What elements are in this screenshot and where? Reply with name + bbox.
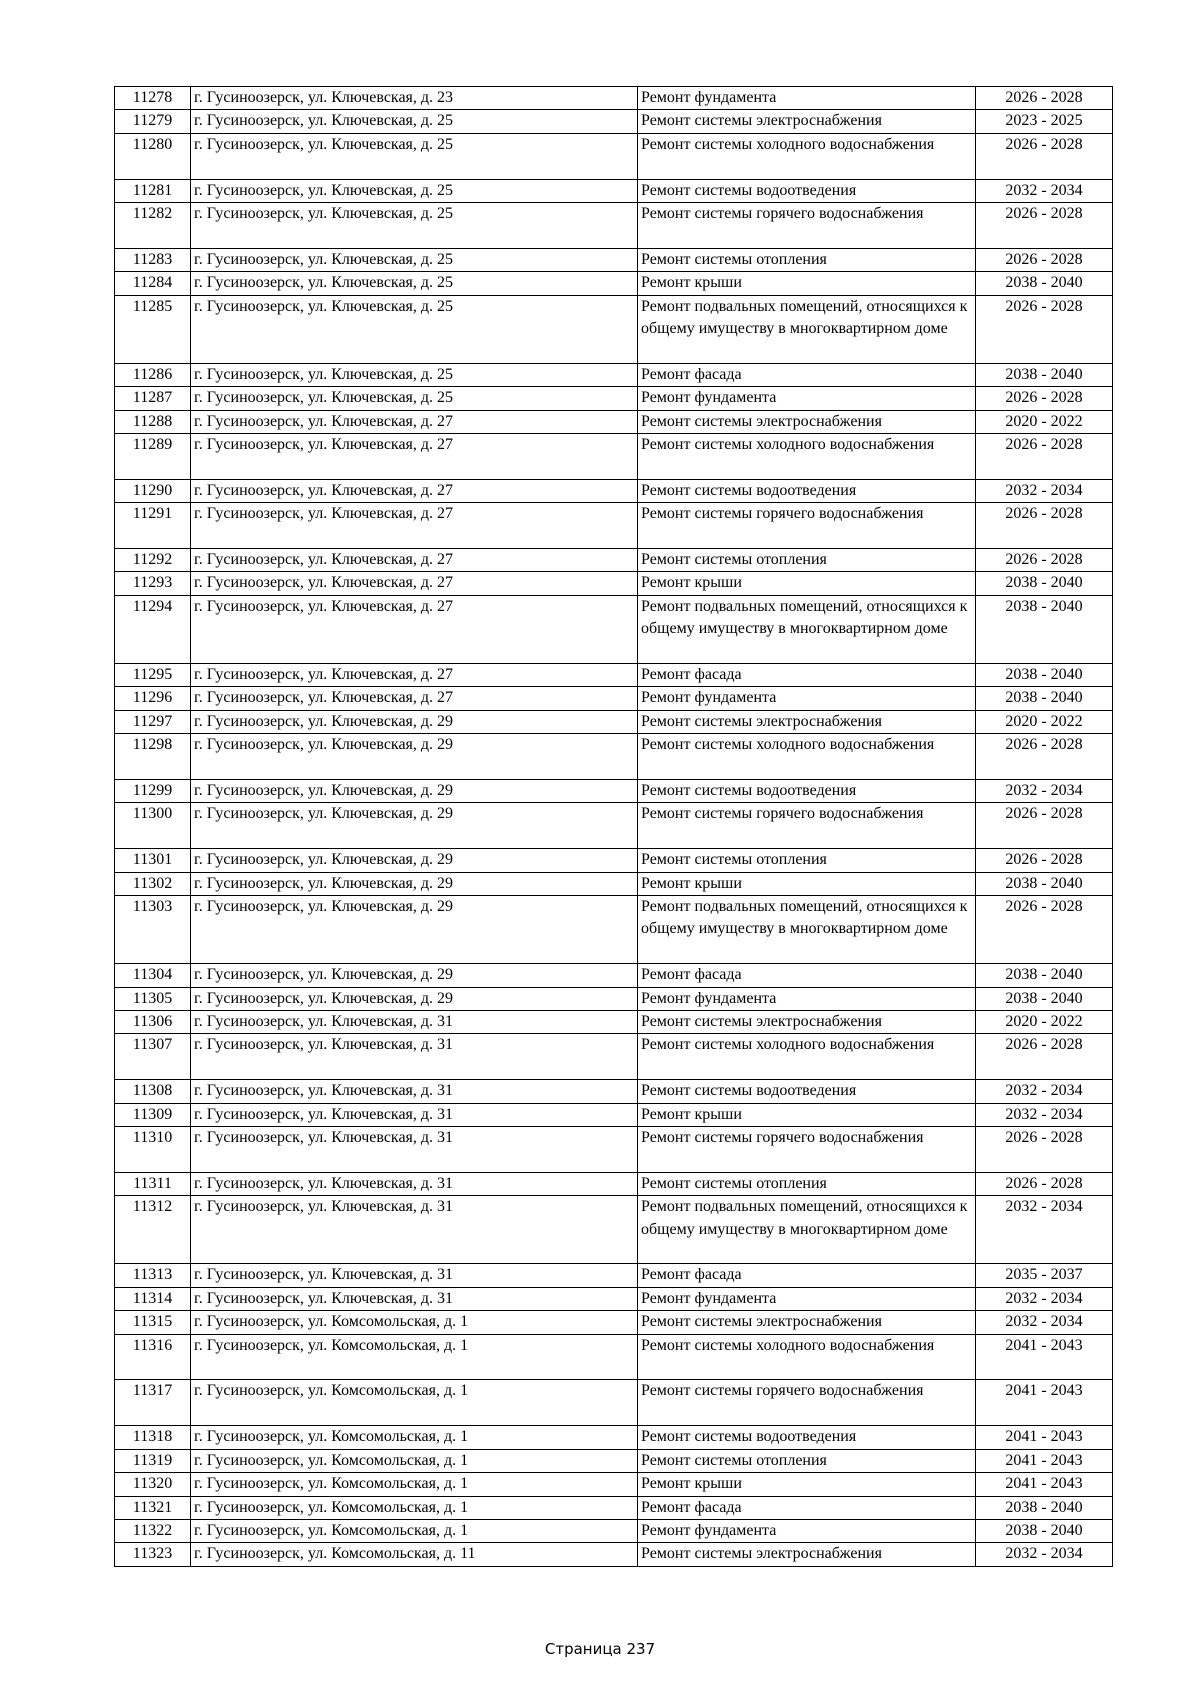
- row-number: 11305: [115, 987, 191, 1010]
- table-row: [115, 1426, 1113, 1449]
- table-row: [115, 664, 1113, 687]
- table-row: [115, 503, 1113, 549]
- row-work-type: Ремонт крыши: [638, 572, 976, 595]
- row-address: г. Гусиноозерск, ул. Ключевская, д. 25: [191, 203, 638, 249]
- row-address: г. Гусиноозерск, ул. Ключевская, д. 31: [191, 1011, 638, 1034]
- row-number: 11318: [115, 1426, 191, 1449]
- row-period: 2026 - 2028: [976, 87, 1113, 110]
- row-work-type: Ремонт системы холодного водоснабжения: [638, 1034, 976, 1080]
- row-address: г. Гусиноозерск, ул. Ключевская, д. 31: [191, 1196, 638, 1264]
- row-address: г. Гусиноозерск, ул. Ключевская, д. 27: [191, 664, 638, 687]
- table-row: [115, 1380, 1113, 1426]
- row-work-type: Ремонт фундамента: [638, 1287, 976, 1310]
- row-period: 2026 - 2028: [976, 503, 1113, 549]
- row-number: 11285: [115, 295, 191, 363]
- row-number: 11281: [115, 179, 191, 202]
- row-period: 2026 - 2028: [976, 896, 1113, 964]
- row-address: г. Гусиноозерск, ул. Ключевская, д. 27: [191, 410, 638, 433]
- table-row: [115, 248, 1113, 271]
- row-period: 2026 - 2028: [976, 1127, 1113, 1173]
- row-work-type: Ремонт системы электроснабжения: [638, 1011, 976, 1034]
- row-work-type: Ремонт фасада: [638, 1496, 976, 1519]
- row-address: г. Гусиноозерск, ул. Ключевская, д. 29: [191, 803, 638, 849]
- row-work-type: Ремонт крыши: [638, 1473, 976, 1496]
- table-row: [115, 987, 1113, 1010]
- row-address: г. Гусиноозерск, ул. Ключевская, д. 29: [191, 780, 638, 803]
- row-number: 11306: [115, 1011, 191, 1034]
- table-row: [115, 1127, 1113, 1173]
- row-number: 11319: [115, 1449, 191, 1472]
- row-period: 2038 - 2040: [976, 272, 1113, 295]
- row-number: 11286: [115, 363, 191, 386]
- table-body: [115, 87, 1113, 1567]
- row-number: 11308: [115, 1080, 191, 1103]
- row-period: 2026 - 2028: [976, 203, 1113, 249]
- row-work-type: Ремонт системы водоотведения: [638, 479, 976, 502]
- row-period: 2038 - 2040: [976, 363, 1113, 386]
- row-work-type: Ремонт системы отопления: [638, 849, 976, 872]
- row-address: г. Гусиноозерск, ул. Комсомольская, д. 1: [191, 1334, 638, 1380]
- row-period: 2026 - 2028: [976, 1172, 1113, 1195]
- row-number: 11302: [115, 872, 191, 895]
- row-period: 2038 - 2040: [976, 687, 1113, 710]
- row-work-type: Ремонт фасада: [638, 363, 976, 386]
- row-work-type: Ремонт фундамента: [638, 87, 976, 110]
- row-number: 11316: [115, 1334, 191, 1380]
- row-number: 11288: [115, 410, 191, 433]
- row-period: 2020 - 2022: [976, 1011, 1113, 1034]
- row-number: 11299: [115, 780, 191, 803]
- row-address: г. Гусиноозерск, ул. Комсомольская, д. 1: [191, 1426, 638, 1449]
- row-address: г. Гусиноозерск, ул. Комсомольская, д. 1: [191, 1449, 638, 1472]
- table-row: [115, 410, 1113, 433]
- row-period: 2038 - 2040: [976, 595, 1113, 663]
- row-period: 2026 - 2028: [976, 387, 1113, 410]
- row-work-type: Ремонт системы горячего водоснабжения: [638, 803, 976, 849]
- table-row: [115, 133, 1113, 179]
- row-period: 2032 - 2034: [976, 1311, 1113, 1334]
- row-work-type: Ремонт фасада: [638, 664, 976, 687]
- row-work-type: Ремонт системы электроснабжения: [638, 1543, 976, 1566]
- table-row: [115, 110, 1113, 133]
- row-address: г. Гусиноозерск, ул. Ключевская, д. 29: [191, 710, 638, 733]
- row-period: 2026 - 2028: [976, 849, 1113, 872]
- row-work-type: Ремонт подвальных помещений, относящихся к общему имуществу в многоквартирном доме: [638, 896, 976, 964]
- table-row: [115, 1496, 1113, 1519]
- row-address: г. Гусиноозерск, ул. Комсомольская, д. 1: [191, 1496, 638, 1519]
- row-address: г. Гусиноозерск, ул. Ключевская, д. 29: [191, 896, 638, 964]
- row-address: г. Гусиноозерск, ул. Ключевская, д. 31: [191, 1264, 638, 1287]
- table-row: [115, 434, 1113, 480]
- row-work-type: Ремонт фасада: [638, 1264, 976, 1287]
- row-work-type: Ремонт системы холодного водоснабжения: [638, 133, 976, 179]
- table-row: [115, 1103, 1113, 1126]
- row-period: 2038 - 2040: [976, 1519, 1113, 1542]
- table-row: [115, 1287, 1113, 1310]
- row-address: г. Гусиноозерск, ул. Ключевская, д. 27: [191, 572, 638, 595]
- row-number: 11320: [115, 1473, 191, 1496]
- row-period: 2026 - 2028: [976, 1034, 1113, 1080]
- table-row: [115, 710, 1113, 733]
- table-row: [115, 572, 1113, 595]
- row-number: 11317: [115, 1380, 191, 1426]
- row-period: 2032 - 2034: [976, 1080, 1113, 1103]
- repair-schedule-table: [114, 86, 1113, 1567]
- row-period: 2032 - 2034: [976, 1196, 1113, 1264]
- row-address: г. Гусиноозерск, ул. Ключевская, д. 27: [191, 595, 638, 663]
- row-address: г. Гусиноозерск, ул. Ключевская, д. 27: [191, 503, 638, 549]
- row-work-type: Ремонт фундамента: [638, 987, 976, 1010]
- row-work-type: Ремонт системы отопления: [638, 549, 976, 572]
- row-number: 11293: [115, 572, 191, 595]
- row-work-type: Ремонт системы водоотведения: [638, 1426, 976, 1449]
- row-address: г. Гусиноозерск, ул. Ключевская, д. 29: [191, 849, 638, 872]
- row-number: 11310: [115, 1127, 191, 1173]
- table-row: [115, 1519, 1113, 1542]
- row-work-type: Ремонт системы электроснабжения: [638, 110, 976, 133]
- row-number: 11312: [115, 1196, 191, 1264]
- row-work-type: Ремонт подвальных помещений, относящихся к общему имуществу в многоквартирном доме: [638, 1196, 976, 1264]
- row-address: г. Гусиноозерск, ул. Ключевская, д. 27: [191, 479, 638, 502]
- row-number: 11295: [115, 664, 191, 687]
- row-work-type: Ремонт подвальных помещений, относящихся к общему имуществу в многоквартирном доме: [638, 595, 976, 663]
- row-address: г. Гусиноозерск, ул. Ключевская, д. 25: [191, 295, 638, 363]
- row-work-type: Ремонт системы холодного водоснабжения: [638, 734, 976, 780]
- table-row: [115, 363, 1113, 386]
- row-work-type: Ремонт крыши: [638, 272, 976, 295]
- table-row: [115, 1543, 1113, 1566]
- row-address: г. Гусиноозерск, ул. Ключевская, д. 29: [191, 964, 638, 987]
- row-address: г. Гусиноозерск, ул. Ключевская, д. 31: [191, 1103, 638, 1126]
- row-number: 11307: [115, 1034, 191, 1080]
- table-row: [115, 1449, 1113, 1472]
- row-address: г. Гусиноозерск, ул. Ключевская, д. 31: [191, 1127, 638, 1173]
- table-row: [115, 734, 1113, 780]
- row-period: 2041 - 2043: [976, 1473, 1113, 1496]
- row-period: 2038 - 2040: [976, 872, 1113, 895]
- row-period: 2041 - 2043: [976, 1334, 1113, 1380]
- row-work-type: Ремонт системы водоотведения: [638, 1080, 976, 1103]
- row-address: г. Гусиноозерск, ул. Ключевская, д. 29: [191, 872, 638, 895]
- row-address: г. Гусиноозерск, ул. Ключевская, д. 25: [191, 387, 638, 410]
- row-period: 2041 - 2043: [976, 1380, 1113, 1426]
- row-address: г. Гусиноозерск, ул. Ключевская, д. 25: [191, 179, 638, 202]
- table-row: [115, 272, 1113, 295]
- row-work-type: Ремонт системы горячего водоснабжения: [638, 503, 976, 549]
- row-number: 11280: [115, 133, 191, 179]
- row-address: г. Гусиноозерск, ул. Ключевская, д. 29: [191, 734, 638, 780]
- row-period: 2038 - 2040: [976, 664, 1113, 687]
- row-address: г. Гусиноозерск, ул. Ключевская, д. 25: [191, 110, 638, 133]
- table-row: [115, 1334, 1113, 1380]
- row-period: 2035 - 2037: [976, 1264, 1113, 1287]
- row-period: 2041 - 2043: [976, 1449, 1113, 1472]
- row-number: 11321: [115, 1496, 191, 1519]
- table-row: [115, 1196, 1113, 1264]
- row-number: 11297: [115, 710, 191, 733]
- row-number: 11323: [115, 1543, 191, 1566]
- row-period: 2038 - 2040: [976, 964, 1113, 987]
- row-number: 11301: [115, 849, 191, 872]
- row-work-type: Ремонт фундамента: [638, 1519, 976, 1542]
- page-number: Страница 237: [544, 1640, 656, 1658]
- table-row: [115, 896, 1113, 964]
- row-address: г. Гусиноозерск, ул. Комсомольская, д. 1: [191, 1473, 638, 1496]
- row-period: 2038 - 2040: [976, 572, 1113, 595]
- row-address: г. Гусиноозерск, ул. Ключевская, д. 29: [191, 987, 638, 1010]
- table-row: [115, 549, 1113, 572]
- row-number: 11303: [115, 896, 191, 964]
- row-number: 11296: [115, 687, 191, 710]
- table-row: [115, 687, 1113, 710]
- table-row: [115, 1034, 1113, 1080]
- row-number: 11294: [115, 595, 191, 663]
- row-period: 2032 - 2034: [976, 1543, 1113, 1566]
- row-address: г. Гусиноозерск, ул. Ключевская, д. 31: [191, 1080, 638, 1103]
- row-work-type: Ремонт системы холодного водоснабжения: [638, 1334, 976, 1380]
- row-address: г. Гусиноозерск, ул. Ключевская, д. 31: [191, 1172, 638, 1195]
- table-row: [115, 1473, 1113, 1496]
- row-work-type: Ремонт крыши: [638, 1103, 976, 1126]
- row-number: 11298: [115, 734, 191, 780]
- row-number: 11284: [115, 272, 191, 295]
- table-row: [115, 87, 1113, 110]
- row-number: 11314: [115, 1287, 191, 1310]
- row-number: 11322: [115, 1519, 191, 1542]
- row-address: г. Гусиноозерск, ул. Комсомольская, д. 1: [191, 1380, 638, 1426]
- row-work-type: Ремонт системы водоотведения: [638, 179, 976, 202]
- row-number: 11304: [115, 964, 191, 987]
- row-period: 2026 - 2028: [976, 248, 1113, 271]
- row-number: 11292: [115, 549, 191, 572]
- row-number: 11290: [115, 479, 191, 502]
- row-work-type: Ремонт системы электроснабжения: [638, 1311, 976, 1334]
- row-number: 11278: [115, 87, 191, 110]
- row-work-type: Ремонт фундамента: [638, 387, 976, 410]
- row-address: г. Гусиноозерск, ул. Ключевская, д. 31: [191, 1287, 638, 1310]
- row-period: 2026 - 2028: [976, 803, 1113, 849]
- row-work-type: Ремонт системы отопления: [638, 1449, 976, 1472]
- row-address: г. Гусиноозерск, ул. Комсомольская, д. 1: [191, 1311, 638, 1334]
- row-number: 11313: [115, 1264, 191, 1287]
- row-address: г. Гусиноозерск, ул. Ключевская, д. 27: [191, 687, 638, 710]
- row-period: 2032 - 2034: [976, 780, 1113, 803]
- row-number: 11282: [115, 203, 191, 249]
- row-work-type: Ремонт системы электроснабжения: [638, 710, 976, 733]
- row-work-type: Ремонт системы отопления: [638, 248, 976, 271]
- row-work-type: Ремонт системы электроснабжения: [638, 410, 976, 433]
- row-period: 2023 - 2025: [976, 110, 1113, 133]
- row-number: 11279: [115, 110, 191, 133]
- row-period: 2026 - 2028: [976, 549, 1113, 572]
- row-work-type: Ремонт системы водоотведения: [638, 780, 976, 803]
- row-period: 2038 - 2040: [976, 1496, 1113, 1519]
- table-row: [115, 964, 1113, 987]
- row-period: 2038 - 2040: [976, 987, 1113, 1010]
- row-period: 2032 - 2034: [976, 1103, 1113, 1126]
- row-address: г. Гусиноозерск, ул. Ключевская, д. 25: [191, 248, 638, 271]
- row-number: 11291: [115, 503, 191, 549]
- row-work-type: Ремонт фасада: [638, 964, 976, 987]
- row-work-type: Ремонт крыши: [638, 872, 976, 895]
- row-period: 2020 - 2022: [976, 410, 1113, 433]
- row-work-type: Ремонт системы горячего водоснабжения: [638, 203, 976, 249]
- row-work-type: Ремонт фундамента: [638, 687, 976, 710]
- row-period: 2032 - 2034: [976, 1287, 1113, 1310]
- table-row: [115, 1011, 1113, 1034]
- row-period: 2020 - 2022: [976, 710, 1113, 733]
- table-row: [115, 780, 1113, 803]
- row-address: г. Гусиноозерск, ул. Ключевская, д. 23: [191, 87, 638, 110]
- table-row: [115, 203, 1113, 249]
- row-address: г. Гусиноозерск, ул. Ключевская, д. 31: [191, 1034, 638, 1080]
- row-number: 11309: [115, 1103, 191, 1126]
- row-work-type: Ремонт системы отопления: [638, 1172, 976, 1195]
- row-address: г. Гусиноозерск, ул. Ключевская, д. 27: [191, 434, 638, 480]
- row-address: г. Гусиноозерск, ул. Ключевская, д. 25: [191, 272, 638, 295]
- row-period: 2041 - 2043: [976, 1426, 1113, 1449]
- row-number: 11289: [115, 434, 191, 480]
- document-page: [114, 86, 1112, 1567]
- table-row: [115, 479, 1113, 502]
- table-row: [115, 849, 1113, 872]
- row-address: г. Гусиноозерск, ул. Комсомольская, д. 1: [191, 1519, 638, 1542]
- table-row: [115, 1264, 1113, 1287]
- table-row: [115, 179, 1113, 202]
- row-number: 11311: [115, 1172, 191, 1195]
- table-row: [115, 872, 1113, 895]
- table-row: [115, 595, 1113, 663]
- row-period: 2032 - 2034: [976, 479, 1113, 502]
- row-period: 2026 - 2028: [976, 434, 1113, 480]
- row-work-type: Ремонт подвальных помещений, относящихся к общему имуществу в многоквартирном доме: [638, 295, 976, 363]
- table-row: [115, 1311, 1113, 1334]
- row-work-type: Ремонт системы горячего водоснабжения: [638, 1380, 976, 1426]
- row-address: г. Гусиноозерск, ул. Ключевская, д. 25: [191, 133, 638, 179]
- table-row: [115, 387, 1113, 410]
- row-number: 11283: [115, 248, 191, 271]
- row-number: 11287: [115, 387, 191, 410]
- row-period: 2026 - 2028: [976, 295, 1113, 363]
- row-period: 2026 - 2028: [976, 133, 1113, 179]
- table-row: [115, 1172, 1113, 1195]
- row-work-type: Ремонт системы холодного водоснабжения: [638, 434, 976, 480]
- row-number: 11315: [115, 1311, 191, 1334]
- row-address: г. Гусиноозерск, ул. Комсомольская, д. 11: [191, 1543, 638, 1566]
- table-row: [115, 295, 1113, 363]
- row-number: 11300: [115, 803, 191, 849]
- row-address: г. Гусиноозерск, ул. Ключевская, д. 27: [191, 549, 638, 572]
- row-address: г. Гусиноозерск, ул. Ключевская, д. 25: [191, 363, 638, 386]
- row-work-type: Ремонт системы горячего водоснабжения: [638, 1127, 976, 1173]
- table-row: [115, 1080, 1113, 1103]
- row-period: 2032 - 2034: [976, 179, 1113, 202]
- row-period: 2026 - 2028: [976, 734, 1113, 780]
- table-row: [115, 803, 1113, 849]
